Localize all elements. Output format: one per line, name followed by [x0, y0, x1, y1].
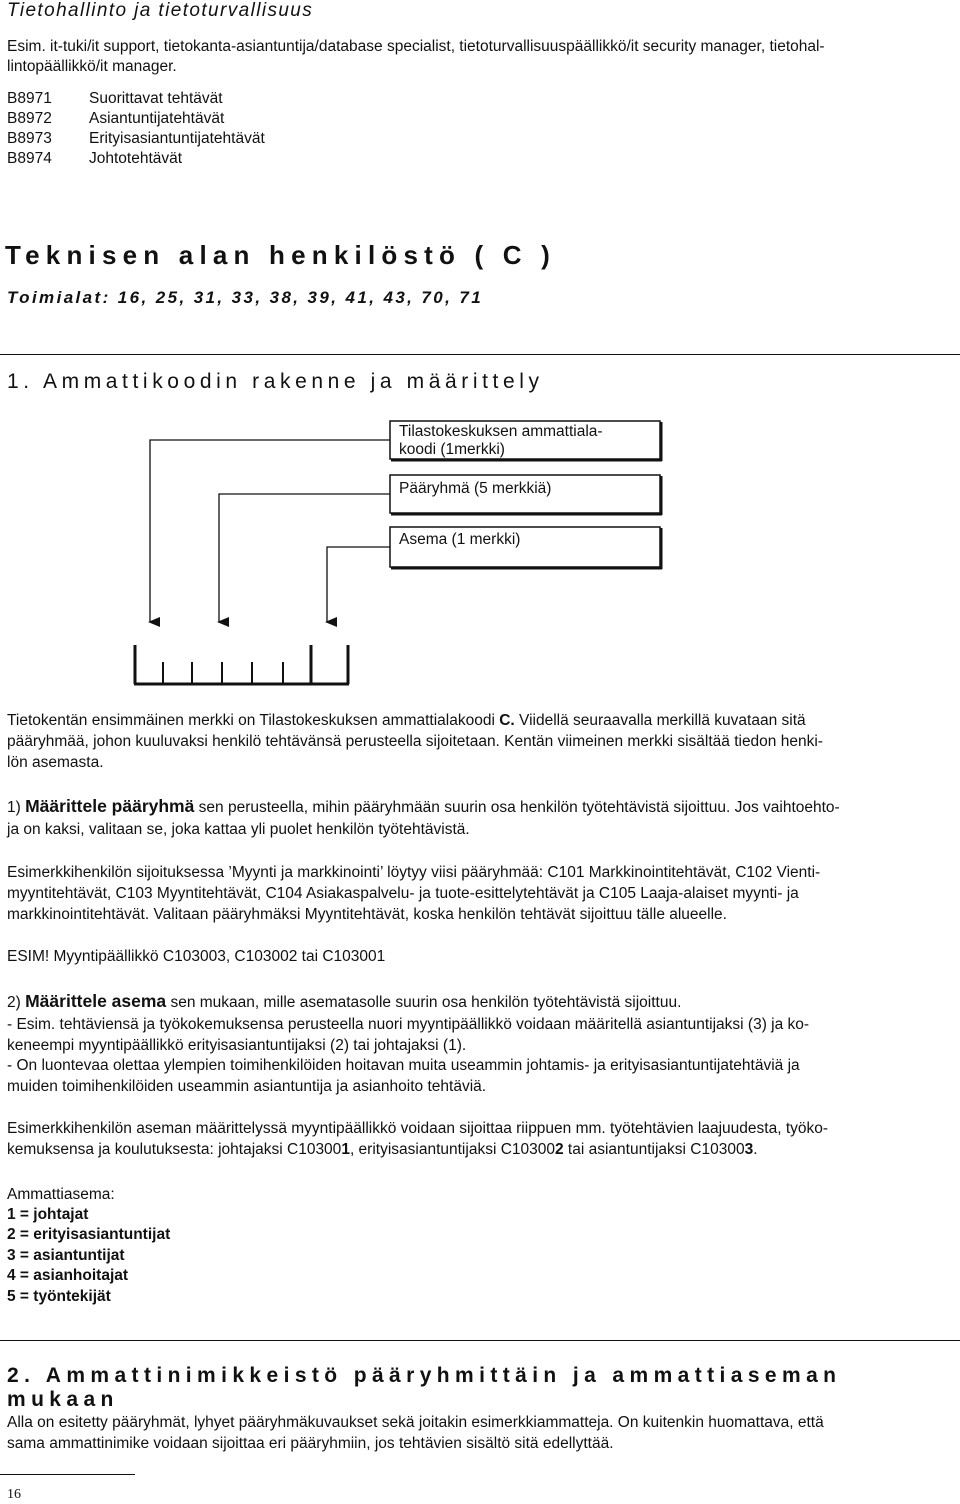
ammattiasema-item: 3 = asiantuntijat [7, 1247, 125, 1264]
code-label: Erityisasiantuntijatehtävät [89, 130, 265, 147]
step2-text: sen mukaan, mille asematasolle suurin osa henkilön työtehtävistä sijoittuu. [166, 994, 682, 1011]
example2-text: tai asiantuntijaksi C10300 [563, 1141, 745, 1158]
step-number: 1) [7, 799, 21, 816]
step2-heading: Määrittele asema [25, 991, 167, 1011]
example1-line-1: Esimerkkihenkilön sijoituksessa ’Myynti ja markkinointi’ löytyy viisi pääryhmää: C101 Markkinointitehtävät, C102 Vienti- [7, 864, 821, 881]
step2-line-3: keneempi myyntipäällikkö erityisasiantuntijaksi (2) tai johtajaksi (1). [7, 1037, 467, 1054]
para1-line-1 [7, 710, 806, 731]
example2-text: . [753, 1141, 758, 1158]
code-label: Suorittavat tehtävät [89, 90, 223, 107]
para1-text: Viidellä seuraavalla merkillä kuvataan sitä [514, 712, 806, 729]
esim-line: ESIM! Myyntipäällikkö C103003, C103002 tai C103001 [7, 948, 386, 965]
example2-bold: 2 [555, 1141, 564, 1158]
page-number: 16 [7, 1487, 21, 1502]
arrow-to-first-char [150, 440, 390, 622]
step1-line-2: ja on kaksi, valitaan se, joka kattaa yli puolet henkilön työtehtävistä. [7, 821, 470, 838]
page-header-title: Tietohallinto ja tietoturvallisuus [7, 0, 314, 21]
example1-line-2: myyntitehtävät, C103 Myyntitehtävät, C104 Asiakaspalvelu- ja tuote-esittelytehtävät ja C105 Laaja-alaiset myynti- ja [7, 885, 799, 902]
code-value: B8973 [7, 130, 52, 147]
example-line-1: Esim. it-tuki/it support, tietokanta-asiantuntija/database specialist, tietoturvallisuuspäällikkö/it security manager, tietohal- [7, 38, 825, 55]
step2-line-4: - On luontevaa olettaa ylempien toimihenkilöiden hoitavan muita useammin johtamis- ja erityisasiantuntijatehtäviä ja [7, 1057, 800, 1074]
step2-line-5: muiden toimihenkilöiden useammin asiantuntija ja asianhoito tehtäviä. [7, 1078, 487, 1095]
step2-line-1 [7, 991, 681, 1013]
section-c-title: Teknisen alan henkilöstö ( C ) [5, 240, 557, 270]
section-2-title: 2. Ammattinimikkeistö pääryhmittäin ja ammattiaseman mukaan [7, 1364, 842, 1411]
example2-text: , erityisasiantuntijaksi C10300 [349, 1141, 555, 1158]
code-value: B8972 [7, 110, 52, 127]
step2-line-2: - Esim. tehtäviensä ja työkokemuksensa perusteella nuori myyntipäällikkö voidaan määritellä asiantuntijaksi (3) ja ko- [7, 1016, 810, 1033]
box2-label: Pääryhmä (5 merkkiä) [399, 480, 552, 497]
ammattiasema-item: 1 = johtajat [7, 1206, 89, 1223]
code-label: Johtotehtävät [89, 150, 183, 167]
example2-line-2 [7, 1139, 758, 1160]
code-value: B8974 [7, 150, 52, 167]
step1-line-1 [7, 796, 840, 818]
para1-text: Tietokentän ensimmäinen merkki on Tilastokeskuksen ammattialakoodi [7, 712, 500, 729]
footer-rule [0, 1474, 135, 1475]
section2-line-2: sama ammattinimike voidaan sijoittaa eri pääryhmiin, jos tehtävien sisältö sitä edellyttää. [7, 1435, 614, 1452]
box3-label: Asema (1 merkki) [399, 531, 521, 548]
example-line-2: lintopäällikkö/it manager. [7, 58, 177, 75]
ammattiasema-item: 2 = erityisasiantuntijat [7, 1226, 171, 1243]
code-value: B8971 [7, 90, 52, 107]
section2-line-1: Alla on esitetty pääryhmät, lyhyet pääryhmäkuvaukset sekä joitakin esimerkkiammatteja. On kuitenkin huomattava, että [7, 1414, 824, 1431]
example2-bold: 1 [341, 1141, 350, 1158]
code-label: Asiantuntijatehtävät [89, 110, 225, 127]
para1-line-2: pääryhmää, johon kuuluvaksi henkilö tehtävänsä perusteella sijoitetaan. Kentän viimeinen merkki sisältää tiedon henki- [7, 733, 823, 750]
code-field-bracket [134, 645, 349, 684]
ammattiasema-item: 4 = asianhoitajat [7, 1267, 129, 1284]
para1-bold: C. [499, 712, 515, 729]
step1-text: sen perusteella, mihin pääryhmään suurin osa henkilön työtehtävistä sijoittuu. Jos vaihtoehto- [194, 799, 840, 816]
ammattiasema-item: 5 = työntekijät [7, 1288, 111, 1305]
example2-text: kemuksensa ja koulutuksesta: johtajaksi C10300 [7, 1141, 342, 1158]
step1-heading: Määrittele pääryhmä [25, 796, 195, 816]
code-structure-diagram [0, 0, 960, 700]
box1-label-line-2: koodi (1merkki) [399, 441, 505, 458]
arrow-to-main-group [219, 494, 390, 622]
example2-line-1: Esimerkkihenkilön aseman määrittelyssä myyntipäällikkö voidaan sijoittaa riippuen mm. työtehtävien laajuudesta, työko- [7, 1120, 829, 1137]
section-c-subtitle: Toimialat: 16, 25, 31, 33, 38, 39, 41, 43, 70, 71 [7, 288, 484, 307]
section-1-title: 1. Ammattikoodin rakenne ja määrittely [7, 370, 544, 393]
example1-line-3: markkinointitehtävät. Valitaan pääryhmäksi Myyntitehtävät, koska henkilön tehtävät sijoittuu tälle alueelle. [7, 906, 727, 923]
para1-line-3: lön asemasta. [7, 754, 104, 771]
box1-label-line-1: Tilastokeskuksen ammattiala- [399, 423, 603, 440]
arrow-to-position [327, 547, 390, 622]
step-number: 2) [7, 994, 21, 1011]
ammattiasema-title: Ammattiasema: [7, 1186, 115, 1203]
example2-bold: 3 [744, 1141, 754, 1158]
section-divider [0, 1340, 960, 1341]
